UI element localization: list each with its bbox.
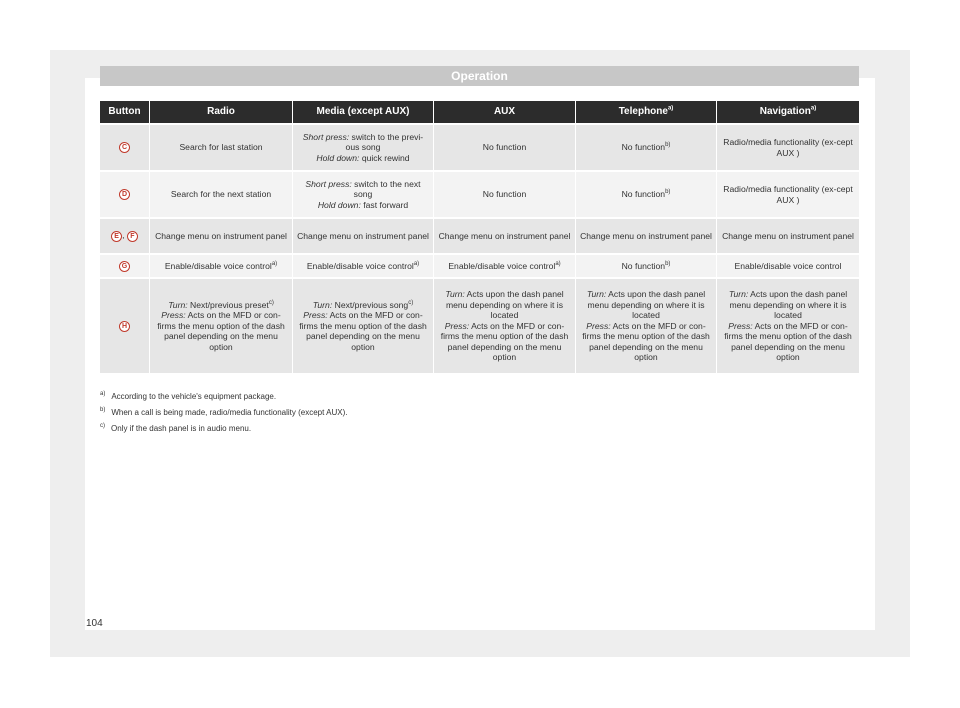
- cell-button: [100, 170, 150, 217]
- cell-telephone: [576, 170, 717, 217]
- label-short-press: Short press:: [302, 131, 350, 142]
- footnote-marker: b): [100, 407, 106, 414]
- footnote: [100, 421, 700, 437]
- footnote-ref: b): [665, 189, 671, 196]
- cell-aux: No function: [434, 170, 576, 217]
- cell-radio: Search for the next station: [150, 170, 293, 217]
- table-row: [100, 277, 859, 373]
- button-c-icon: C: [119, 142, 130, 153]
- label-short-press: Short press:: [305, 178, 352, 189]
- cell-radio: Change menu on instrument panel: [150, 217, 293, 253]
- footnote-text: When a call is being made, radio/media functionality (except AUX).: [111, 408, 348, 417]
- text-short-press: switch to the next song: [353, 178, 421, 200]
- footnote-ref: a): [667, 105, 674, 112]
- footnote-ref: c): [408, 299, 414, 306]
- text-press: Acts on the MFD or con-firms the menu option of the dash panel depending on the menu option: [440, 320, 569, 363]
- radio-text: Enable/disable voice control: [164, 260, 272, 271]
- label-press: Press:: [728, 320, 753, 331]
- footnote-ref: b): [665, 142, 671, 149]
- label-turn: Turn:: [586, 289, 607, 300]
- cell-telephone: [576, 277, 717, 373]
- label-hold-down: Hold down:: [316, 152, 360, 163]
- footnote: [100, 389, 700, 405]
- button-h-icon: H: [119, 321, 130, 332]
- text-turn: Acts upon the dash panel menu depending on where it is located: [587, 289, 706, 321]
- cell-aux: [434, 253, 576, 277]
- telephone-text: No function: [621, 260, 666, 271]
- footnote-marker: c): [100, 423, 105, 430]
- footnote-ref: c): [268, 299, 274, 306]
- cell-button: [100, 217, 150, 253]
- label-press: Press:: [303, 310, 328, 321]
- cell-telephone: Change menu on instrument panel: [576, 217, 717, 253]
- text-press: Acts on the MFD or con-firms the menu option of the dash panel depending on the menu option: [582, 320, 710, 363]
- table-row: [100, 123, 859, 170]
- cell-radio: Search for last station: [150, 123, 293, 170]
- label-press: Press:: [444, 320, 470, 331]
- cell-navigation: Change menu on instrument panel: [717, 217, 859, 253]
- header-navigation: [717, 101, 859, 123]
- header-media: Media (except AUX): [293, 101, 434, 123]
- text-short-press: switch to the previ-ous song: [345, 131, 424, 153]
- telephone-text: No function: [621, 142, 666, 153]
- footnote-text: According to the vehicle's equipment package.: [111, 392, 277, 401]
- header-radio: Radio: [150, 101, 293, 123]
- cell-button: [100, 253, 150, 277]
- cell-aux: No function: [434, 123, 576, 170]
- cell-media: [293, 253, 434, 277]
- telephone-text: No function: [621, 189, 666, 200]
- label-turn: Turn:: [168, 299, 188, 310]
- cell-navigation: Radio/media functionality (ex-cept AUX ): [717, 170, 859, 217]
- label-press: Press:: [161, 310, 186, 321]
- text-press: Acts on the MFD or con-firms the menu option of the dash panel depending on the menu option: [724, 320, 852, 363]
- button-g-icon: G: [119, 261, 130, 272]
- footnotes: [100, 389, 700, 437]
- cell-aux: Change menu on instrument panel: [434, 217, 576, 253]
- label-turn: Turn:: [728, 289, 749, 300]
- text-turn: Next/previous song: [334, 299, 409, 310]
- cell-media: [293, 123, 434, 170]
- cell-media: [293, 277, 434, 373]
- page-number: 104: [86, 618, 103, 629]
- footnote-text: Only if the dash panel is in audio menu.: [111, 424, 252, 433]
- footnote-marker: a): [100, 391, 106, 398]
- footnote-ref: a): [810, 105, 817, 112]
- text-hold-down: quick rewind: [361, 152, 410, 163]
- table-row: [100, 170, 859, 217]
- text-turn: Acts upon the dash panel menu depending on where it is located: [729, 289, 848, 321]
- cell-radio: [150, 277, 293, 373]
- cell-media: Change menu on instrument panel: [293, 217, 434, 253]
- table-row: [100, 217, 859, 253]
- label-turn: Turn:: [312, 299, 333, 310]
- header-button: Button: [100, 101, 150, 123]
- footnote-ref: a): [271, 260, 278, 267]
- header-telephone-label: Telephone: [618, 105, 668, 117]
- table-row: [100, 253, 859, 277]
- header-aux: AUX: [434, 101, 576, 123]
- text-turn: Next/previous preset: [190, 299, 269, 310]
- text-press: Acts on the MFD or con-firms the menu option of the dash panel depending on the menu option: [157, 310, 285, 352]
- cell-aux: [434, 277, 576, 373]
- label-hold-down: Hold down:: [317, 199, 361, 210]
- cell-radio: [150, 253, 293, 277]
- cell-media: [293, 170, 434, 217]
- header-telephone: [576, 101, 717, 123]
- cell-navigation: Radio/media functionality (ex-cept AUX ): [717, 123, 859, 170]
- cell-button: [100, 277, 150, 373]
- footnote-ref: a): [413, 260, 420, 267]
- cell-telephone: [576, 123, 717, 170]
- aux-text: Enable/disable voice control: [448, 260, 556, 271]
- text-hold-down: fast forward: [363, 199, 409, 210]
- footnote: [100, 405, 700, 421]
- button-e-icon: E: [111, 231, 122, 242]
- button-f-icon: F: [127, 231, 138, 242]
- button-separator: ,: [122, 230, 125, 241]
- header-navigation-label: Navigation: [759, 105, 811, 117]
- text-turn: Acts upon the dash panel menu depending on where it is located: [445, 289, 564, 321]
- footnote-ref: a): [555, 260, 561, 267]
- label-press: Press:: [586, 320, 611, 331]
- table-header-row: [100, 101, 859, 123]
- footnote-ref: b): [665, 260, 671, 267]
- cell-button: [100, 123, 150, 170]
- button-d-icon: D: [119, 189, 130, 200]
- cell-navigation: [717, 277, 859, 373]
- label-turn: Turn:: [445, 289, 465, 300]
- media-text: Enable/disable voice control: [306, 260, 414, 271]
- text-press: Acts on the MFD or con-firms the menu option of the dash panel depending on the menu option: [299, 310, 427, 352]
- cell-telephone: [576, 253, 717, 277]
- operation-table: [100, 101, 859, 373]
- cell-navigation: Enable/disable voice control: [717, 253, 859, 277]
- section-title: Operation: [100, 66, 859, 86]
